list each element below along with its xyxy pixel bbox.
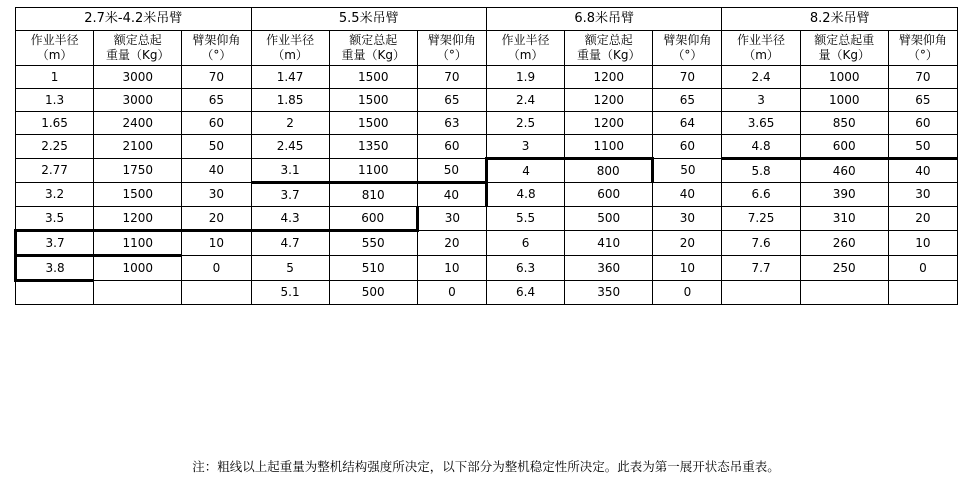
cell-r4-c9: 5.8 (722, 159, 800, 183)
cell-r6-c7: 500 (565, 207, 653, 231)
cell-r9-c4: 500 (329, 281, 417, 305)
cell-r8-c7: 360 (565, 256, 653, 281)
cell-r4-c5: 50 (417, 159, 486, 183)
table-row (16, 231, 958, 256)
cell-r9-c9 (722, 281, 800, 305)
cell-r4-c3: 3.1 (251, 159, 329, 183)
cell-r8-c9: 7.7 (722, 256, 800, 281)
cell-r2-c5: 63 (417, 112, 486, 135)
table-row (16, 183, 958, 207)
column-header-radius-1: 作业半径 （m） (16, 31, 94, 66)
cell-r2-c0: 1.65 (16, 112, 94, 135)
column-header-radius-2: 作业半径 （m） (251, 31, 329, 66)
column-header-load-3: 额定总起 重量（Kg） (565, 31, 653, 66)
cell-r5-c4: 810 (329, 183, 417, 207)
cell-r2-c1: 2400 (94, 112, 182, 135)
cell-r2-c10: 850 (800, 112, 888, 135)
cell-r9-c11 (888, 281, 957, 305)
cell-r7-c2: 10 (182, 231, 251, 256)
cell-r1-c1: 3000 (94, 89, 182, 112)
cell-r7-c4: 550 (329, 231, 417, 256)
cell-r7-c6: 6 (486, 231, 564, 256)
cell-r3-c4: 1350 (329, 135, 417, 159)
cell-r2-c6: 2.5 (486, 112, 564, 135)
cell-r8-c0: 3.8 (16, 256, 94, 281)
cell-r0-c9: 2.4 (722, 66, 800, 89)
cell-r1-c6: 2.4 (486, 89, 564, 112)
table-row (16, 135, 958, 159)
cell-r4-c0: 2.77 (16, 159, 94, 183)
cell-r0-c10: 1000 (800, 66, 888, 89)
table-column-header-row (16, 31, 958, 66)
cell-r9-c6: 6.4 (486, 281, 564, 305)
cell-r6-c4: 600 (329, 207, 417, 231)
cell-r0-c2: 70 (182, 66, 251, 89)
cell-r8-c5: 10 (417, 256, 486, 281)
table-group-header-row (16, 8, 958, 31)
cell-r4-c1: 1750 (94, 159, 182, 183)
cell-r1-c0: 1.3 (16, 89, 94, 112)
cell-r6-c0: 3.5 (16, 207, 94, 231)
crane-load-table (14, 7, 958, 305)
cell-r6-c11: 20 (888, 207, 957, 231)
cell-r5-c11: 30 (888, 183, 957, 207)
cell-r6-c1: 1200 (94, 207, 182, 231)
cell-r5-c5: 40 (417, 183, 486, 207)
table-footnote: 注：粗线以上起重量为整机结构强度所决定，以下部分为整机稳定性所决定。此表为第一展开状态吊重表。 (192, 459, 780, 474)
cell-r1-c7: 1200 (565, 89, 653, 112)
cell-r3-c9: 4.8 (722, 135, 800, 159)
cell-r5-c6: 4.8 (486, 183, 564, 207)
cell-r1-c3: 1.85 (251, 89, 329, 112)
cell-r8-c1: 1000 (94, 256, 182, 281)
cell-r0-c1: 3000 (94, 66, 182, 89)
table-row (16, 159, 958, 183)
column-header-load-1: 额定总起 重量（Kg） (94, 31, 182, 66)
cell-r7-c11: 10 (888, 231, 957, 256)
cell-r2-c3: 2 (251, 112, 329, 135)
cell-r2-c4: 1500 (329, 112, 417, 135)
table-row (16, 281, 958, 305)
table-row (16, 256, 958, 281)
cell-r2-c7: 1200 (565, 112, 653, 135)
cell-r7-c8: 20 (653, 231, 722, 256)
cell-r5-c3: 3.7 (251, 183, 329, 207)
cell-r0-c11: 70 (888, 66, 957, 89)
cell-r8-c8: 10 (653, 256, 722, 281)
cell-r9-c5: 0 (417, 281, 486, 305)
cell-r3-c11: 50 (888, 135, 957, 159)
group-header-boom-8-2: 8.2米吊臂 (722, 8, 958, 31)
cell-r8-c4: 510 (329, 256, 417, 281)
cell-r1-c5: 65 (417, 89, 486, 112)
cell-r4-c4: 1100 (329, 159, 417, 183)
cell-r1-c11: 65 (888, 89, 957, 112)
cell-r8-c6: 6.3 (486, 256, 564, 281)
column-header-angle-3: 臂架仰角 （°） (653, 31, 722, 66)
column-header-load-4: 额定总起重 量（Kg） (800, 31, 888, 66)
cell-r2-c9: 3.65 (722, 112, 800, 135)
cell-r9-c0 (16, 281, 94, 305)
cell-r7-c0: 3.7 (16, 231, 94, 256)
cell-r6-c8: 30 (653, 207, 722, 231)
table-row (16, 66, 958, 89)
cell-r3-c2: 50 (182, 135, 251, 159)
cell-r7-c7: 410 (565, 231, 653, 256)
cell-r1-c10: 1000 (800, 89, 888, 112)
cell-r4-c6: 4 (486, 159, 564, 183)
cell-r9-c10 (800, 281, 888, 305)
column-header-radius-3: 作业半径 （m） (486, 31, 564, 66)
cell-r6-c5: 30 (417, 207, 486, 231)
cell-r5-c7: 600 (565, 183, 653, 207)
column-header-radius-4: 作业半径 （m） (722, 31, 800, 66)
cell-r2-c8: 64 (653, 112, 722, 135)
cell-r9-c3: 5.1 (251, 281, 329, 305)
table-row (16, 207, 958, 231)
cell-r8-c2: 0 (182, 256, 251, 281)
cell-r8-c11: 0 (888, 256, 957, 281)
cell-r0-c0: 1 (16, 66, 94, 89)
cell-r9-c1 (94, 281, 182, 305)
cell-r7-c1: 1100 (94, 231, 182, 256)
cell-r4-c10: 460 (800, 159, 888, 183)
cell-r6-c9: 7.25 (722, 207, 800, 231)
cell-r4-c11: 40 (888, 159, 957, 183)
cell-r3-c10: 600 (800, 135, 888, 159)
cell-r9-c8: 0 (653, 281, 722, 305)
cell-r7-c3: 4.7 (251, 231, 329, 256)
cell-r0-c4: 1500 (329, 66, 417, 89)
column-header-angle-4: 臂架仰角 （°） (888, 31, 957, 66)
cell-r3-c3: 2.45 (251, 135, 329, 159)
cell-r2-c11: 60 (888, 112, 957, 135)
cell-r2-c2: 60 (182, 112, 251, 135)
cell-r0-c8: 70 (653, 66, 722, 89)
cell-r6-c10: 310 (800, 207, 888, 231)
cell-r5-c0: 3.2 (16, 183, 94, 207)
cell-r4-c2: 40 (182, 159, 251, 183)
cell-r3-c6: 3 (486, 135, 564, 159)
cell-r1-c2: 65 (182, 89, 251, 112)
cell-r6-c2: 20 (182, 207, 251, 231)
cell-r4-c8: 50 (653, 159, 722, 183)
cell-r6-c6: 5.5 (486, 207, 564, 231)
cell-r9-c7: 350 (565, 281, 653, 305)
cell-r4-c7: 800 (565, 159, 653, 183)
cell-r3-c1: 2100 (94, 135, 182, 159)
cell-r3-c7: 1100 (565, 135, 653, 159)
cell-r0-c3: 1.47 (251, 66, 329, 89)
group-header-boom-2-7-4-2: 2.7米-4.2米吊臂 (16, 8, 252, 31)
table-row (16, 89, 958, 112)
cell-r0-c6: 1.9 (486, 66, 564, 89)
cell-r5-c10: 390 (800, 183, 888, 207)
cell-r9-c2 (182, 281, 251, 305)
cell-r5-c1: 1500 (94, 183, 182, 207)
cell-r1-c8: 65 (653, 89, 722, 112)
cell-r3-c5: 60 (417, 135, 486, 159)
cell-r8-c3: 5 (251, 256, 329, 281)
cell-r7-c9: 7.6 (722, 231, 800, 256)
cell-r1-c9: 3 (722, 89, 800, 112)
table-row (16, 112, 958, 135)
group-header-boom-6-8: 6.8米吊臂 (486, 8, 721, 31)
cell-r3-c8: 60 (653, 135, 722, 159)
cell-r7-c10: 260 (800, 231, 888, 256)
group-header-boom-5-5: 5.5米吊臂 (251, 8, 486, 31)
cell-r0-c7: 1200 (565, 66, 653, 89)
column-header-angle-2: 臂架仰角 （°） (417, 31, 486, 66)
cell-r0-c5: 70 (417, 66, 486, 89)
cell-r1-c4: 1500 (329, 89, 417, 112)
crane-load-chart-sheet (0, 7, 972, 485)
cell-r3-c0: 2.25 (16, 135, 94, 159)
cell-r6-c3: 4.3 (251, 207, 329, 231)
cell-r5-c8: 40 (653, 183, 722, 207)
cell-r5-c9: 6.6 (722, 183, 800, 207)
cell-r8-c10: 250 (800, 256, 888, 281)
column-header-load-2: 额定总起 重量（Kg） (329, 31, 417, 66)
cell-r5-c2: 30 (182, 183, 251, 207)
cell-r7-c5: 20 (417, 231, 486, 256)
column-header-angle-1: 臂架仰角 （°） (182, 31, 251, 66)
